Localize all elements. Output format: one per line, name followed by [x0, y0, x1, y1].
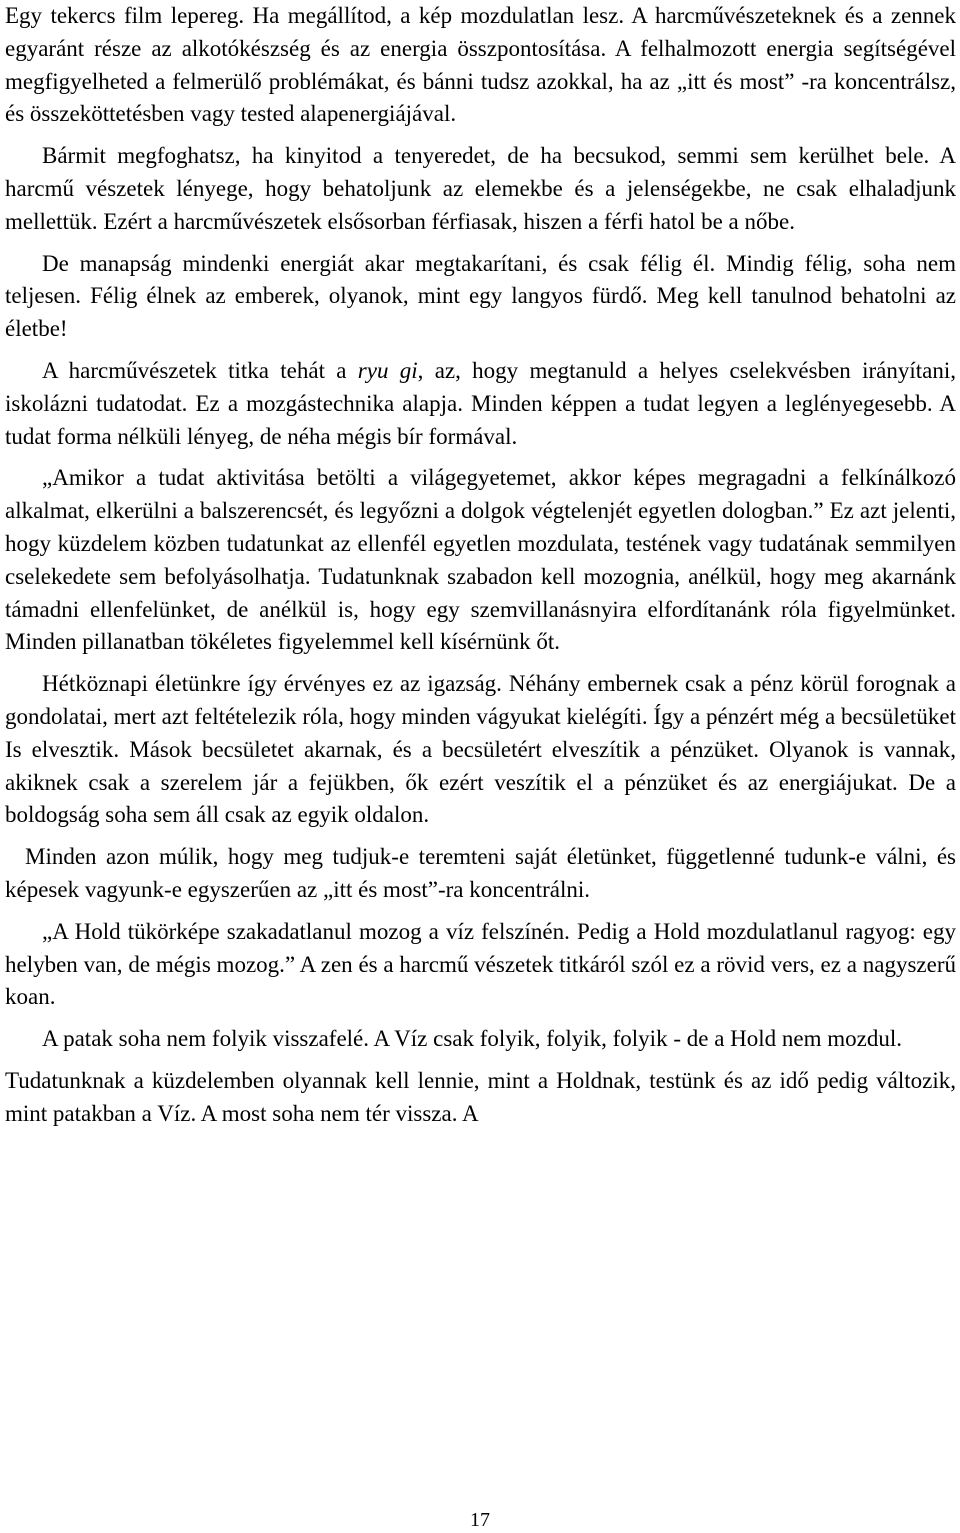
paragraph-energia: De manapság mindenki energiát akar megtakarítani, és csak félig él. Mindig félig, soha nem teljesen. Félig élnek az emberek, olyanok, mint egy langyos fürdő. Meg kell tanulnod behatolni az életbe! [5, 250, 956, 342]
document-page [5, 0, 956, 1131]
paragraph-minden-azon-mulik: Minden azon múlik, hogy meg tudjuk-e teremteni saját életünket, függetlenné tudunk-e válni, és képesek vagyunk-e egyszerűen az „itt és most”-ra koncentrálni. [5, 844, 956, 902]
paragraph-hold-tukorkepe: „A Hold tükörképe szakadatlanul mozog a víz felszínén. Pedig a Hold mozdulatlanul ragyog: egy helyben van, de mégis mozog.” A zen és a harcmű vészetek titkáról szól ez a rövid vers, ez a nagyszerű koan. [5, 918, 956, 1010]
paragraph-patak: A patak soha nem folyik visszafelé. A Víz csak folyik, folyik, folyik - de a Hold nem mozdul. [42, 1026, 902, 1052]
paragraph-film: Egy tekercs film lepereg. Ha megállítod, a kép mozdulatlan lesz. A harcművészeteknek és a zennek egyaránt része az alkotókészség és az energia összpontosítása. A felhalmozott energia segítségével megfigyelheted a felmerülő problémákat, és bánni tudsz azokkal, ha az „itt és most” -ra koncentrálsz, és összeköttetésben vagy tested alapenergiájával. [5, 3, 956, 127]
paragraph-tenyer: Bármit megfoghatsz, ha kinyitod a tenyeredet, de ha becsukod, semmi sem kerülhet bele. A harcmű vészetek lényege, hogy behatoljunk az elemekbe és a jelenségekbe, ne csak elhaladjunk mellettük. Ezért a harcművészetek elsősorban férfiasak, hiszen a férfi hatol be a nőbe. [5, 143, 956, 234]
ryu-gi-term: ryu gi [357, 357, 418, 383]
ryu-gi-text-after: , az, hogy megtanuld a helyes cselekvésben irányítani, iskolázni tudatodat. Ez a mozgástechnika alapja. Minden képpen a tudat legyen a leglényegesebb. A tudat forma nélküli lényeg, de néha mégis bír formával. [5, 357, 956, 449]
paragraph-tudat-aktivitasa: „Amikor a tudat aktivitása betölti a világegyetemet, akkor képes megragadni a felkínálkozó alkalmat, elkerülni a balszerencsét, és legyőzni a dolgok végtelenjét egyetlen dologban.” Ez azt jelenti, hogy küzdelem közben tudatunkat az ellenfél egyetlen mozdulata, testének vagy tudatának semmilyen cselekedete sem befolyásolhatja. Tudatunknak szabadon kell mozognia, anélkül, hogy meg akarnánk támadni ellenfelünket, de anélkül is, hogy egy szemvillanásnyira elfordítanánk róla figyelmünket. Minden pillanatban tökéletes figyelemmel kell kísérnünk őt. [5, 465, 956, 655]
paragraph-tudatunknak: Tudatunknak a küzdelemben olyannak kell lennie, mint a Holdnak, testünk és az idő pedig változik, mint patakban a Víz. A most soha nem tér vissza. A [5, 1067, 956, 1126]
ryu-gi-text-before: A harcművészetek titka tehát a [42, 357, 358, 383]
paragraph-hetkoznapi: Hétköznapi életünkre így érvényes ez az igazság. Néhány embernek csak a pénz körül forognak a gondolatai, mert azt feltételezik róla, hogy minden vágyukat kielégíti. Így a pénzért még a becsületüket Is elvesztik. Mások becsületet akarnak, és a becsületért elveszítik a pénzüket. Olyanok is vannak, akiknek csak a szerelem jár a fejükben, ők ezért veszítik el a pénzüket és az energiájukat. De a boldogság soha sem áll csak az egyik oldalon. [5, 671, 956, 828]
page-number: 17 [470, 1509, 490, 1531]
paragraph-ryu-gi [5, 355, 956, 453]
